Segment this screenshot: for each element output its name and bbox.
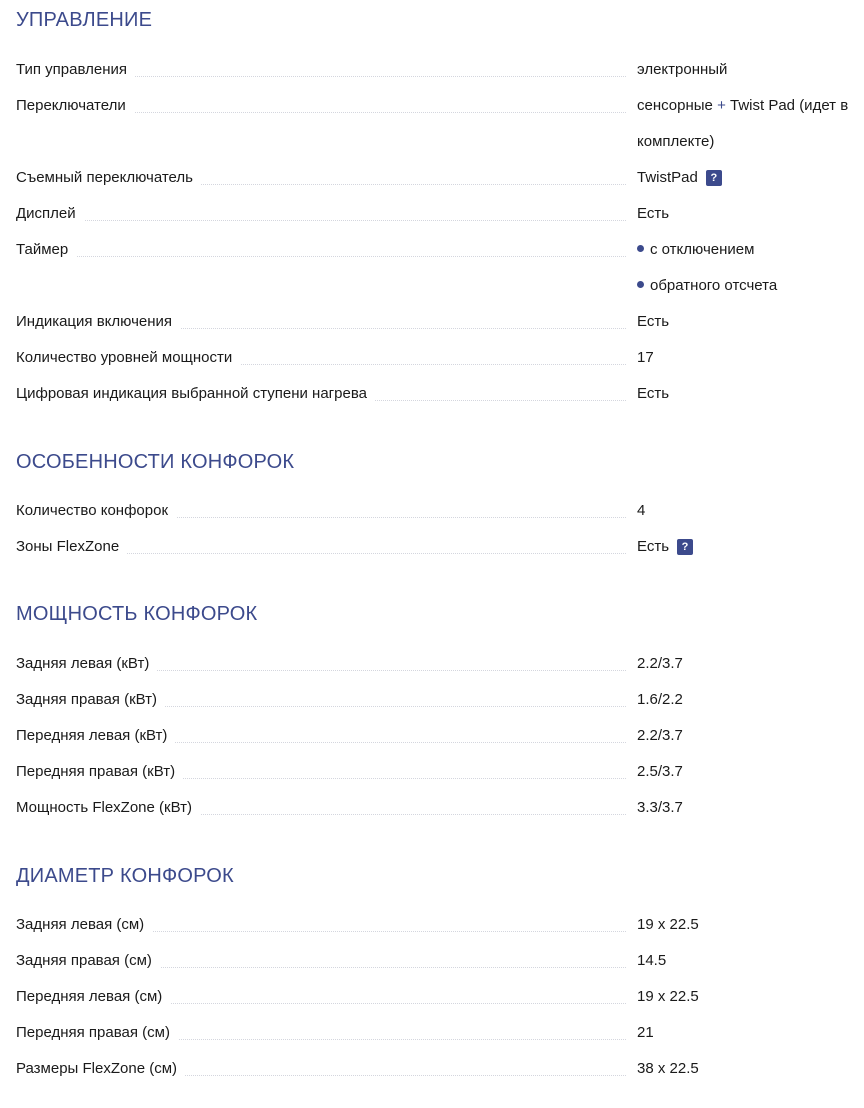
spec-label: Передняя левая (см)	[16, 979, 170, 1015]
spec-label: Дисплей	[16, 196, 84, 232]
spec-row-power-levels	[16, 340, 864, 376]
spec-row-control-type	[16, 52, 864, 88]
spec-row-front-right-power	[16, 754, 864, 790]
spec-label: Задняя правая (см)	[16, 943, 160, 979]
spec-row-front-right-diameter	[16, 1015, 864, 1051]
spec-row-timer	[16, 232, 864, 294]
spec-row-rear-right-power	[16, 682, 864, 718]
section-title-control: УПРАВЛЕНИЕ	[16, 9, 153, 31]
spec-label: Задняя левая (кВт)	[16, 646, 157, 682]
spec-label: Передняя правая (см)	[16, 1015, 178, 1051]
spec-label: Задняя левая (см)	[16, 907, 152, 943]
spec-value: с отключением обратного отсчета	[637, 232, 864, 304]
spec-row-flexzone	[16, 529, 864, 565]
spec-label: Таймер	[16, 232, 76, 268]
spec-label: Размеры FlexZone (см)	[16, 1051, 185, 1087]
spec-value: 4	[637, 502, 646, 519]
section-title-burner-features: ОСОБЕННОСТИ КОНФОРОК	[16, 451, 295, 473]
spec-label: Передняя левая (кВт)	[16, 718, 175, 754]
spec-value: 3.3/3.7	[637, 799, 683, 816]
spec-row-flexzone-power	[16, 790, 864, 826]
spec-value: 19 x 22.5	[637, 988, 699, 1005]
spec-value: сенсорные + Twist Pad (идет в комплекте)	[637, 97, 849, 150]
bullet-icon	[637, 281, 644, 288]
spec-label: Мощность FlexZone (кВт)	[16, 790, 200, 826]
section-title-burner-power: МОЩНОСТЬ КОНФОРОК	[16, 603, 258, 625]
spec-value: 2.5/3.7	[637, 763, 683, 780]
spec-row-front-left-power	[16, 718, 864, 754]
spec-label: Количество конфорок	[16, 493, 176, 529]
spec-row-display	[16, 196, 864, 232]
dotted-leader	[16, 220, 626, 221]
spec-row-burner-count	[16, 493, 864, 529]
spec-value: Есть	[637, 385, 670, 402]
spec-row-front-left-diameter	[16, 979, 864, 1015]
spec-label: Тип управления	[16, 52, 135, 88]
spec-value: 14.5	[637, 952, 667, 969]
spec-label: Количество уровней мощности	[16, 340, 240, 376]
spec-value: 1.6/2.2	[637, 691, 683, 708]
help-question-icon[interactable]: ?	[706, 170, 722, 186]
spec-label: Передняя правая (кВт)	[16, 754, 183, 790]
spec-row-switches	[16, 88, 864, 150]
spec-label: Зоны FlexZone	[16, 529, 127, 565]
spec-label: Переключатели	[16, 88, 134, 124]
spec-row-removable-switch	[16, 160, 864, 196]
spec-value: 19 x 22.5	[637, 916, 699, 933]
spec-row-rear-left-diameter	[16, 907, 864, 943]
spec-value: 38 x 22.5	[637, 1060, 699, 1077]
dotted-leader	[16, 256, 626, 257]
spec-value: TwistPad ?	[637, 160, 864, 196]
spec-row-power-indicator	[16, 304, 864, 340]
spec-label: Задняя правая (кВт)	[16, 682, 165, 718]
spec-row-rear-left-power	[16, 646, 864, 682]
spec-value: 21	[637, 1024, 654, 1041]
spec-row-digital-heat-indicator	[16, 376, 864, 412]
spec-value: 17	[637, 349, 654, 366]
spec-value: 2.2/3.7	[637, 727, 683, 744]
spec-value: Есть ?	[637, 529, 864, 565]
spec-label: Съемный переключатель	[16, 160, 201, 196]
spec-value: Есть	[637, 205, 670, 222]
spec-label: Индикация включения	[16, 304, 180, 340]
help-question-icon[interactable]: ?	[677, 539, 693, 555]
spec-row-rear-right-diameter	[16, 943, 864, 979]
spec-value: Есть	[637, 313, 670, 330]
spec-value: 2.2/3.7	[637, 655, 683, 672]
bullet-icon	[637, 245, 644, 252]
section-title-burner-diameter: ДИАМЕТР КОНФОРОК	[16, 865, 234, 887]
spec-value: электронный	[637, 61, 728, 78]
spec-label: Цифровая индикация выбранной ступени нагрева	[16, 376, 375, 412]
spec-row-flexzone-size	[16, 1051, 864, 1087]
